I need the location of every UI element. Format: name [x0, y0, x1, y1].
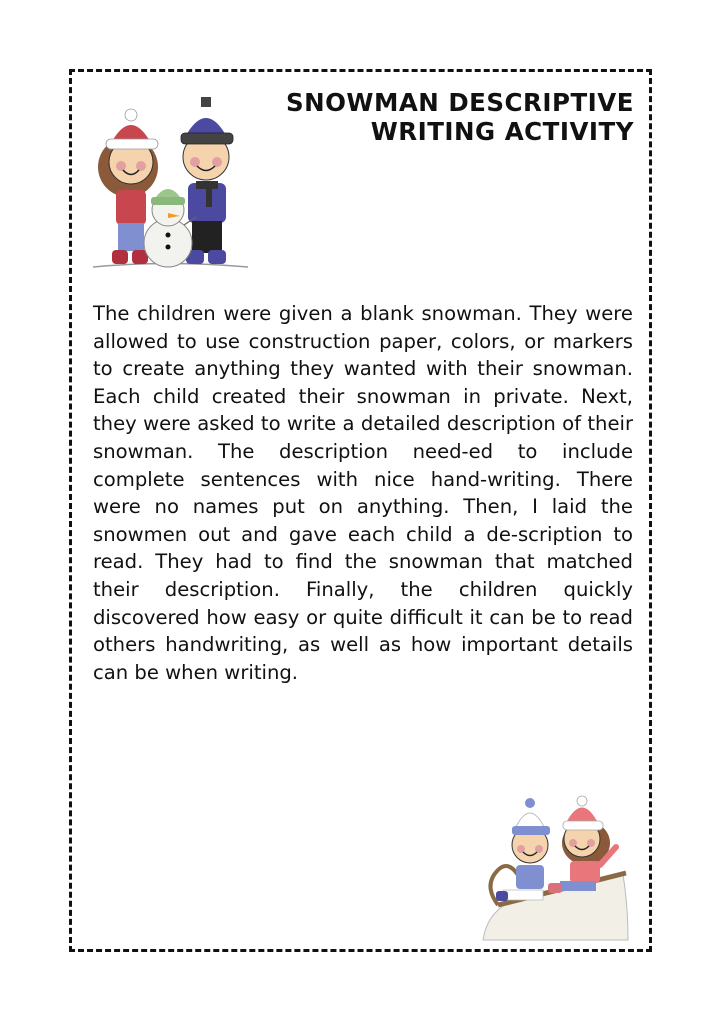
children-sledding-illustration	[478, 795, 643, 943]
body-paragraph: The children were given a blank snowman. They were allowed to use construction paper, colors, or markers to create anything they wanted with their snowman. Each child created their snowman in private. Next, they were asked to write a detailed description of their snowman. The description need-ed to include complete sentences with nice hand-writing. There were no names put on anything. Then, I laid the snowmen out and gave each child a de-scription to read. They had to find the snowman that matched their description. Finally, the children quickly discovered how easy or quite difficult it can be to read others handwriting, as well as how important details can be when writing.	[93, 302, 633, 684]
title-line-1: SNOWMAN DESCRIPTIVE	[285, 88, 634, 117]
title-line-2: WRITING ACTIVITY	[370, 117, 634, 146]
activity-description	[93, 300, 633, 686]
children-with-snowman-illustration	[88, 95, 253, 275]
page-title	[286, 88, 634, 146]
